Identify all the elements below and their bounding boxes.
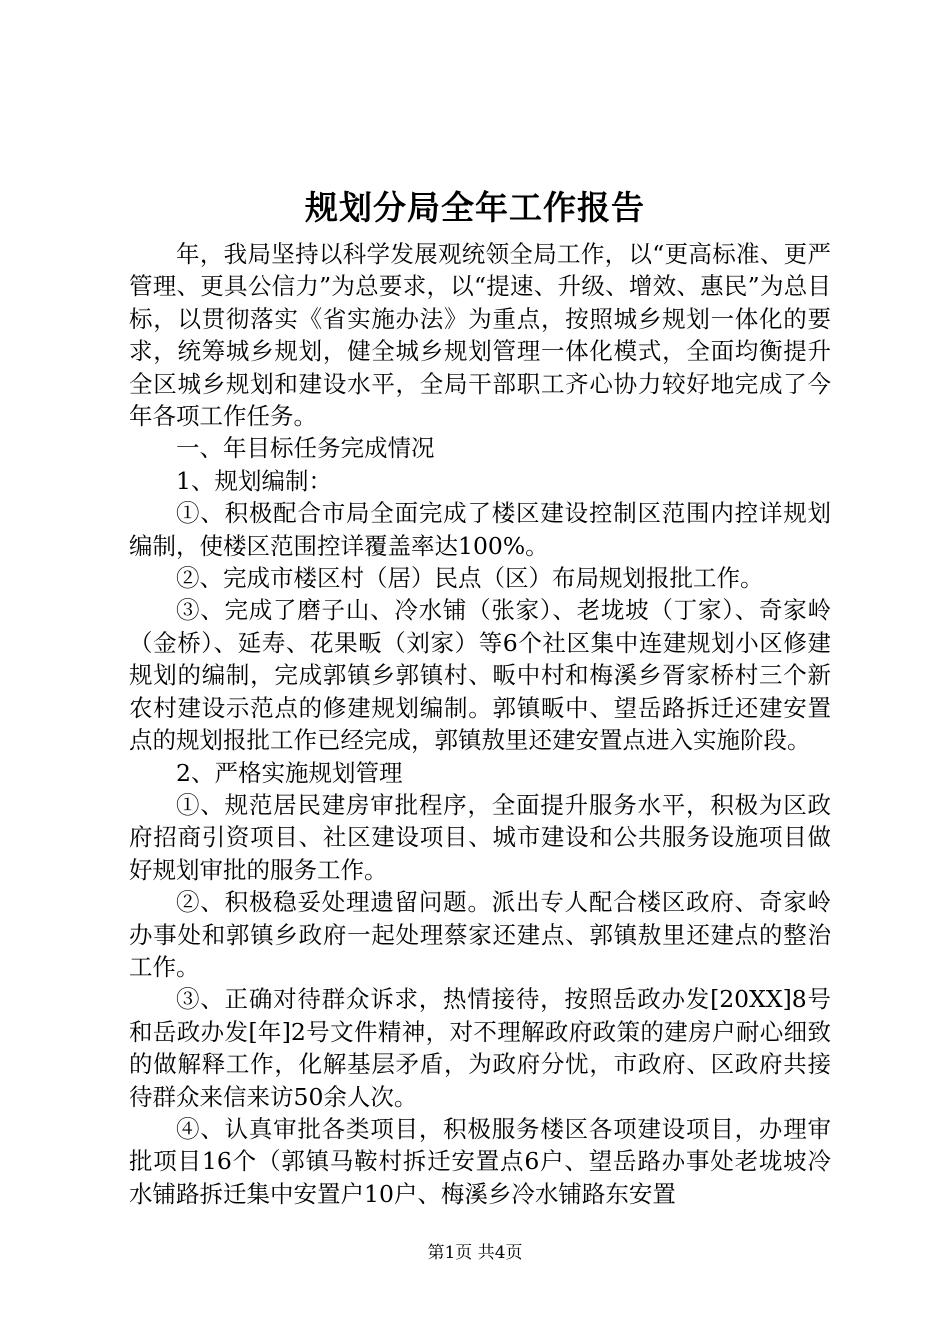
document-body (129, 238, 831, 1210)
paragraph-item: ①、规范居民建房审批程序，全面提升服务水平，积极为区政府招商引资项目、社区建设项目、城市建设和公共服务设施项目做好规划审批的服务工作。 (129, 790, 831, 884)
paragraph-item: ②、完成市楼区村（居）民点（区）布局规划报批工作。 (176, 564, 764, 593)
page-footer: 第1页 共4页 (427, 1243, 523, 1263)
paragraph-item: ③、正确对待群众诉求，热情接待，按照岳政办发[20XX]8号和岳政办发[年]2号文件精神，对不理解政府政策的建房户耐心细致的做解释工作，化解基层矛盾，为政府分忧，市政府、区政府共接待群众来信来访50余人次。 (129, 985, 831, 1111)
section-heading-1: 一、年目标任务完成情况 (176, 434, 435, 463)
document-title: 规划分局全年工作报告 (305, 188, 645, 227)
paragraph-item: ④、认真审批各类项目，积极服务楼区各项建设项目，办理审批项目16个（郭镇马鞍村拆迁安置点6户、望岳路办事处老垅坡冷水铺路拆迁集中安置户10户、梅溪乡冷水铺路东安置 (129, 1114, 831, 1208)
subsection-heading-management: 2、严格实施规划管理 (176, 758, 403, 787)
paragraph-item: ②、积极稳妥处理遗留问题。派出专人配合楼区政府、奇家岭办事处和郭镇乡政府一起处理蔡家还建点、郭镇敖里还建点的整治工作。 (129, 888, 831, 981)
paragraph-item: ①、积极配合市局全面完成了楼区建设控制区范围内控详规划编制，使楼区范围控详覆盖率达100%。 (129, 499, 831, 560)
paragraph-intro: 年，我局坚持以科学发展观统领全局工作，以“更高标准、更严管理、更具公信力”为总要求，以“提速、升级、增效、惠民”为总目标，以贯彻落实《省实施办法》为重点，按照城乡规划一体化的要求，统筹城乡规划，健全城乡规划管理一体化模式，全面均衡提升全区城乡规划和建设水平，全局干部职工齐心协力较好地完成了今年各项工作任务。 (129, 240, 831, 431)
subsection-heading-planning: 1、规划编制： (176, 466, 332, 495)
paragraph-item: ③、完成了磨子山、冷水铺（张家）、老垅坡（丁家）、奇家岭（金桥）、延寿、花果畈（刘家）等6个社区集中连建规划小区修建规划的编制，完成郭镇乡郭镇村、畈中村和梅溪乡胥家桥村三个新农村建设示范点的修建规划编制。郭镇畈中、望岳路拆迁还建安置点的规划报批工作已经完成，郭镇敖里还建安置点进入实施阶段。 (129, 596, 831, 755)
